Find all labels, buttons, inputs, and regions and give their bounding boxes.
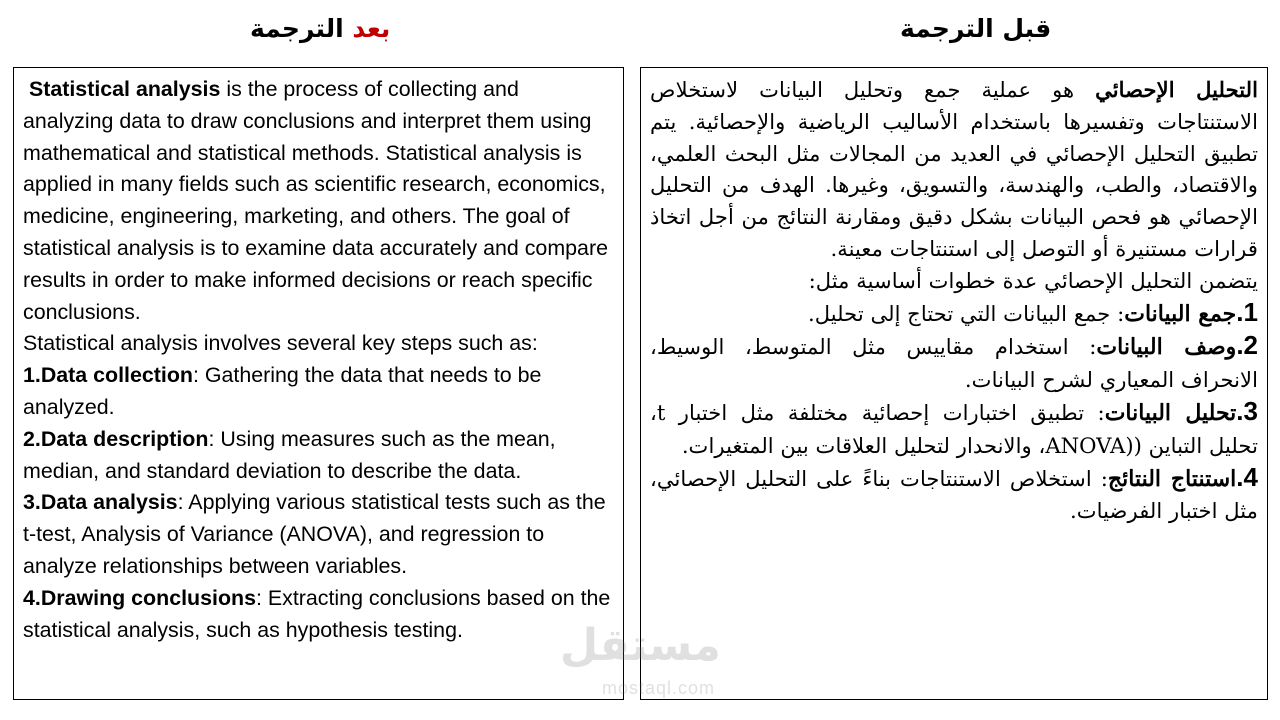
heading-after-rest: الترجمة [250,14,344,43]
arabic-step-text: : تطبيق اختبارات إحصائية مختلفة مثل اختبار t، تحليل التباين ((ANOVA، والانحدار لتحليل العلاقات بين المتغيرات. [650,399,1258,458]
heading-before-translation: قبل الترجمة [900,14,1052,43]
arabic-step-2 [650,330,1258,396]
arabic-step-text: : استخدام مقاييس مثل المتوسط، الوسيط، الانحراف المعياري لشرح البيانات. [650,334,1258,393]
english-step-title: 2.Data description [23,426,209,451]
english-intro-bold: Statistical analysis [28,77,221,101]
english-intro-rest: is the process of collecting and analyzing data to draw conclusions and interpret them using mathematical and statistical methods. Statistical analysis is applied in many fields such as scientific research, economics, medicine, engineering, marketing, and others. The goal of statistical analysis is to examine data accurately and compare results in order to make informed decisions or reach specific conclusions. [23,77,608,324]
arabic-step-number: 3. [1236,395,1258,426]
watermark-domain: mostaql.com [602,678,716,698]
english-step-2 [23,424,615,488]
arabic-step-number: 1. [1236,296,1258,327]
watermark-logo-text: مستقل [560,620,721,671]
arabic-steps-intro: يتضمن التحليل الإحصائي عدة خطوات أساسية مثل: [808,267,1258,293]
english-steps-intro: Statistical analysis involves several key steps such as: [23,331,538,356]
english-step-text: : Extracting conclusions based on the statistical analysis, such as hypothesis testing. [23,585,611,642]
arabic-step-title: جمع البيانات [1124,300,1237,327]
english-step-text: : Gathering the data that needs to be analyzed. [23,363,542,419]
english-step-4 [23,583,615,647]
arabic-intro-bold: التحليل الإحصائي [1095,77,1258,102]
english-intro-paragraph [23,74,615,328]
heading-after-red-word: بعد [352,14,391,43]
arabic-intro-rest: هو عملية جمع وتحليل البيانات لاستخلاص الاستنتاجات وتفسيرها باستخدام الأساليب الرياضية والإحصائية. يتم تطبيق التحليل الإحصائي في العديد من المجالات مثل البحث العلمي، والاقتصاد، والطب، والهندسة، والتسويق، وغيرها. الهدف من التحليل الإحصائي هو فحص البيانات بشكل دقيق ومقارنة النتائج من أجل اتخاذ قرارات مستنيرة أو التوصل إلى استنتاجات معينة. [650,77,1258,261]
english-step-title: 1.Data collection [23,363,193,388]
arabic-text-box [640,67,1268,700]
arabic-step-3 [650,396,1258,462]
arabic-step-text: : استخلاص الاستنتاجات بناءً على التحليل الإحصائي، مثل اختبار الفرضيات. [650,465,1258,524]
arabic-step-title: استنتاج النتائج [1107,465,1237,492]
arabic-step-title: وصف البيانات [1096,334,1237,361]
arabic-step-4 [650,462,1258,528]
arabic-step-number: 4. [1236,461,1258,492]
english-step-title: 4.Drawing conclusions [23,585,256,610]
arabic-step-title: تحليل البيانات [1104,399,1237,426]
english-step-title: 3.Data analysis [23,490,178,515]
english-step-text: : Applying various statistical tests such as the t-test, Analysis of Variance (ANOVA), and regression to analyze relationships between variables. [23,490,606,578]
english-step-3 [23,487,615,582]
heading-after-translation [250,14,390,43]
arabic-step-number: 2. [1236,330,1259,361]
english-text-box [13,67,624,700]
arabic-intro-paragraph [650,74,1258,265]
english-step-text: : Using measures such as the mean, median, and standard deviation to describe the data. [23,426,556,483]
arabic-step-1 [650,297,1258,331]
english-step-1 [23,360,615,424]
arabic-step-text: : جمع البيانات التي تحتاج إلى تحليل. [807,300,1125,326]
